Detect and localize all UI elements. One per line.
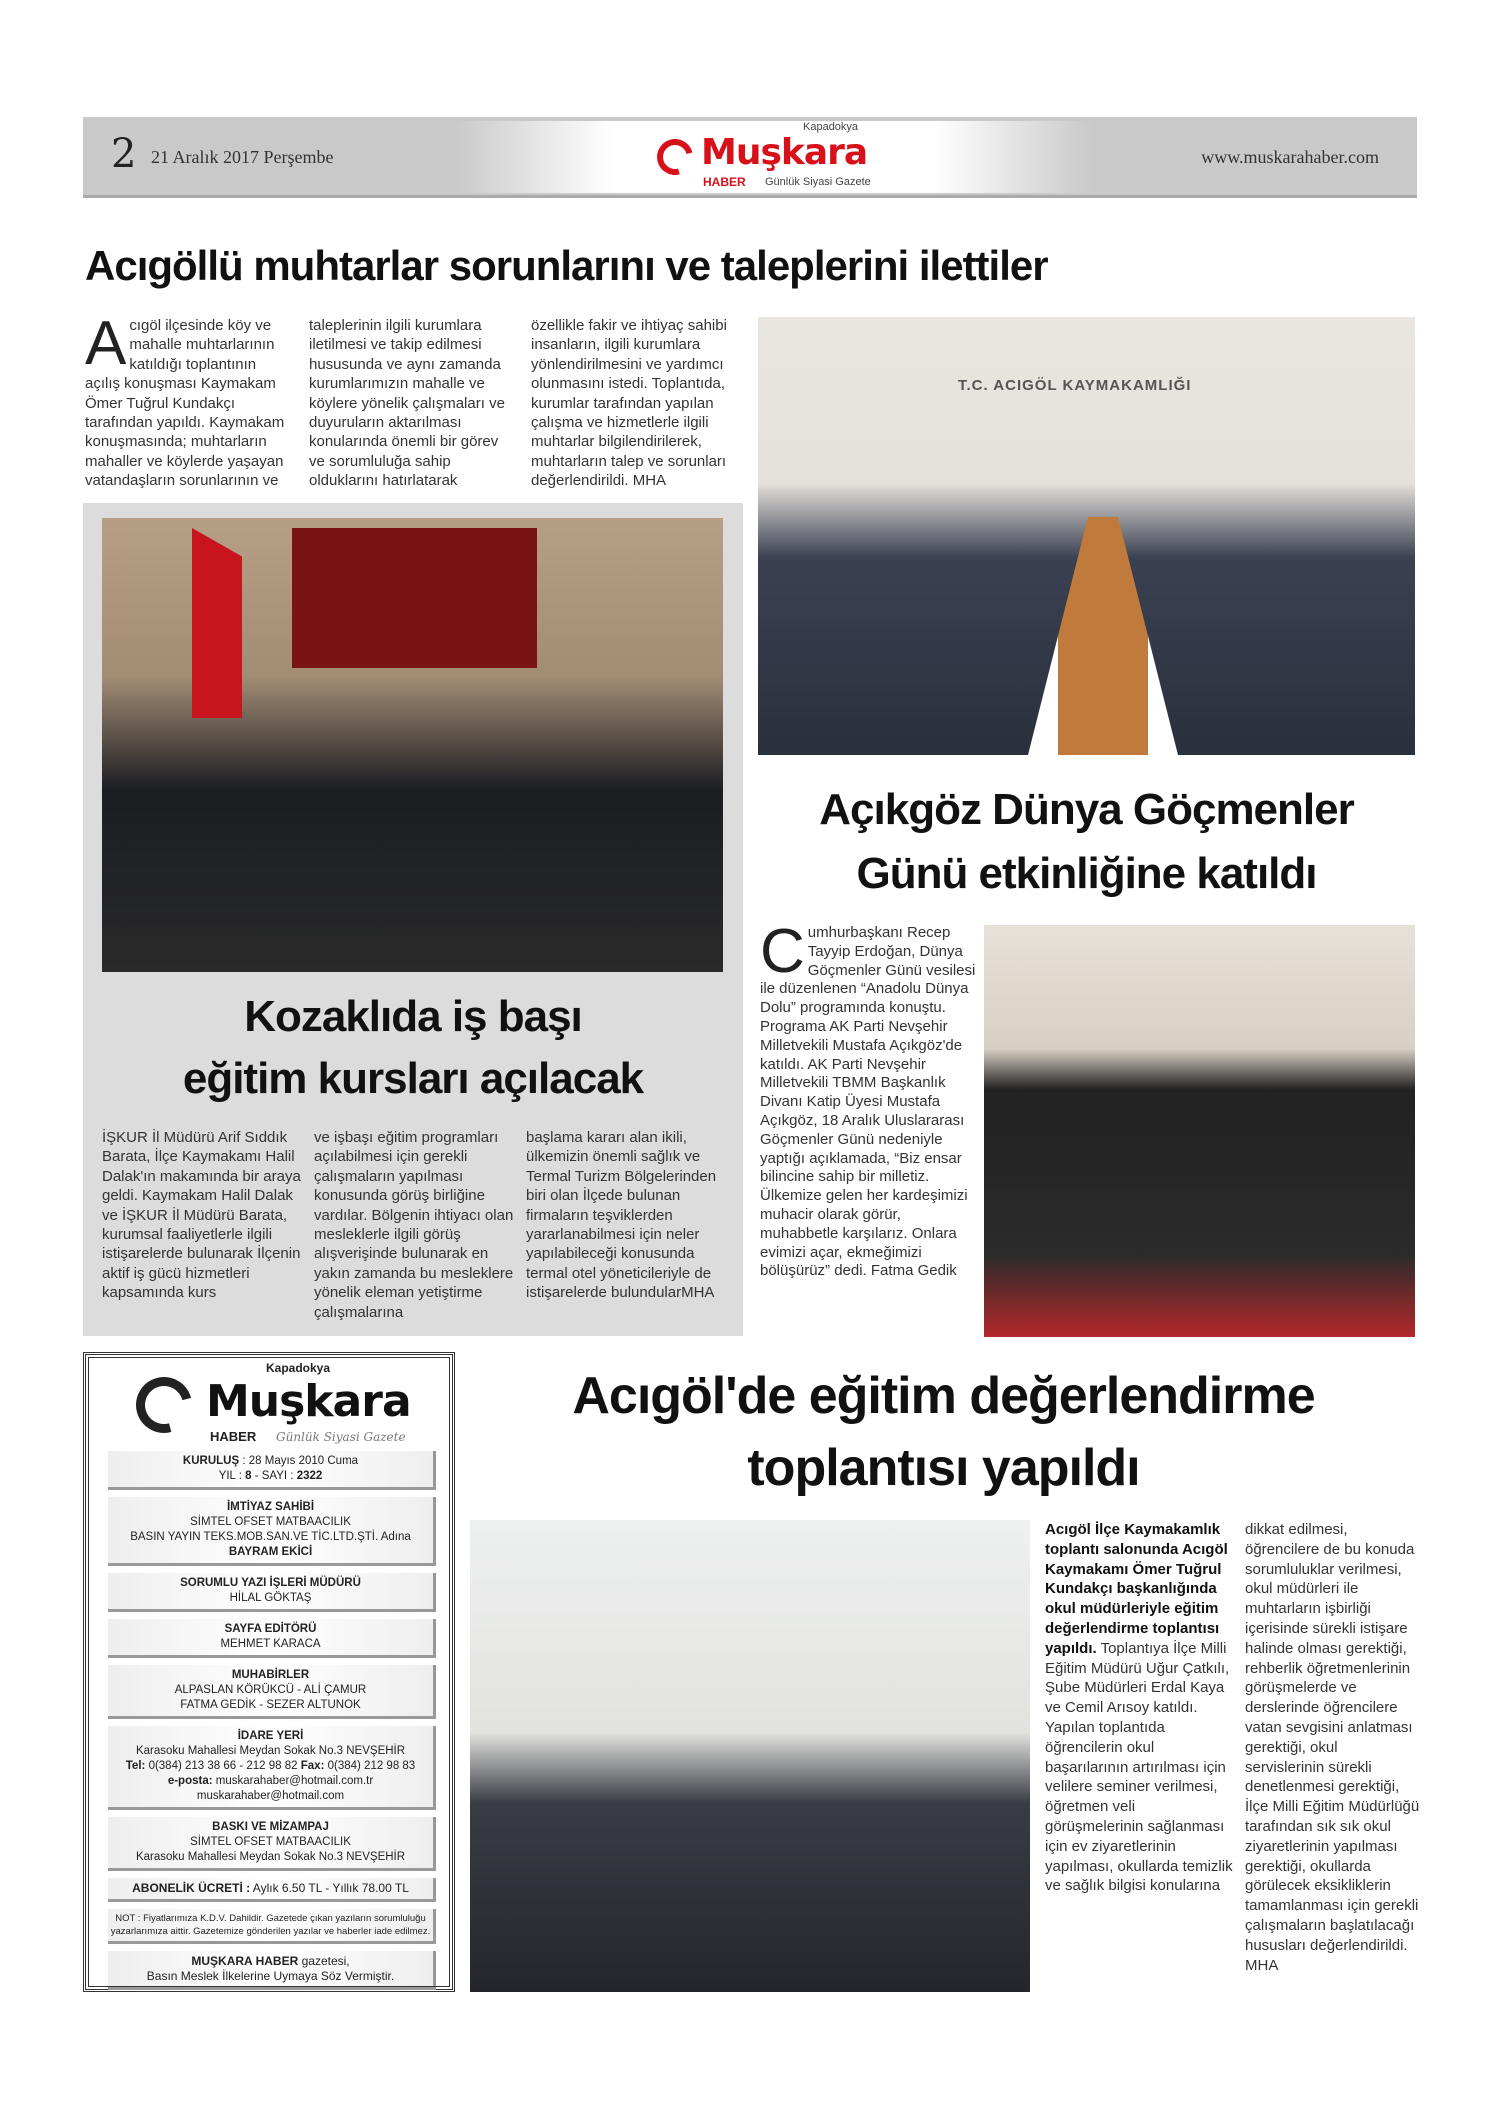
article3-headline: [758, 778, 1415, 906]
article2-headline: [83, 986, 743, 1110]
masthead-editor: SAYFA EDİTÖRÜ MEHMET KARACA: [108, 1619, 436, 1658]
masthead-idare: İDARE YERİ Karasoku Mahallesi Meydan Sokak No.3 NEVŞEHİR Tel: 0(384) 213 38 66 - 212 98 82 Fax: 0(384) 212 98 83 e-posta: muskarahaber@hotmail.com.tr muskarahaber@hotmail.com: [108, 1726, 436, 1810]
article4-col1: [1045, 1520, 1235, 1896]
article2-photo: [102, 518, 723, 972]
masthead-footer: MUŞKARA HABER gazetesi, Basın Meslek İlkelerine Uymaya Söz Vermiştir.: [108, 1951, 436, 1990]
muskara-logo: [653, 121, 893, 191]
article1-col1: [85, 309, 290, 491]
masthead-yazi-isleri: SORUMLU YAZI İŞLERİ MÜDÜRÜ HİLAL GÖKTAŞ: [108, 1573, 436, 1612]
article4-photo: [470, 1520, 1030, 1992]
ataturk-portrait: [292, 528, 537, 668]
crescent-icon: [126, 1367, 202, 1443]
masthead-box: [83, 1352, 455, 1992]
logo-kapadokya: Kapadokya: [803, 121, 859, 133]
article4-headline: [470, 1360, 1417, 1504]
logo-name: Muşkara: [206, 1376, 411, 1427]
masthead-abonelik: ABONELİK ÜCRETİ : Aylık 6.50 TL - Yıllık 78.00 TL: [108, 1878, 436, 1902]
masthead-kurulus: KURULUŞ : 28 Mayıs 2010 Cuma YIL : 8 - SAYI : 2322: [108, 1451, 436, 1490]
masthead-imtiyaz: İMTİYAZ SAHİBİ SİMTEL OFSET MATBAACILIK BASIN YAYIN TEKS.MOB.SAN.VE TİC.LTD.ŞTİ. Adına BAYRAM EKİCİ: [108, 1497, 436, 1566]
article1-col2: taleplerinin ilgili kurumlara iletilmesi ve takip edilmesi hususunda ve aynı zamanda kurumlarımızın mahalle ve köylere yönelik çalışmaları ve duyuruların aktarılması konularında önemli bir görev ve sorumluluğa sahip olduklarını hatırlatarak: [309, 317, 505, 490]
article2-headline-line: Kozaklıda iş başı: [244, 992, 582, 1041]
article1-col3: özellikle fakir ve ihtiyaç sahibi insanların, ilgili kurumlara yönlendirilmesini ve yardımcı olunmasını istedi. Toplantıda, kurumlar tarafından yapılan çalışma ve hizmetlerle ilgili muhtarlar bilgilendirilerek, muhtarların talep ve sorunları değerlendirildi. MHA: [531, 317, 727, 490]
article4-col2: dikkat edilmesi, öğrencilere de bu konuda sorumluluklar verilmesi, okul müdürleri ile muhtarların işbirliği içerisinde sürekli istişare halinde olması gerektiği, rehberlik öğretmenlerinin görüşmelerde ve derslerinde öğrencilere vatan sevgisini anlatması gerektiği, okul servislerinin sürekli denetlenmesi gerektiği, İlçe Milli Eğitim Müdürlüğü tarafından sık sık okul ziyaretlerinin yapılması gerektiği, okullarda görülecek eksikliklerin tamamlanması için gerekli çalışmaların başlatılacağı hususları değerlendirildi. MHA: [1245, 1521, 1420, 1974]
article3-headline-line: Açıkgöz Dünya Göçmenler: [819, 785, 1354, 834]
page-number: 2: [111, 131, 137, 177]
header-logo-band: [453, 121, 1093, 193]
article3-headline-line: Günü etkinliğine katıldı: [856, 849, 1317, 898]
page-header: [83, 117, 1417, 198]
drop-cap: A: [85, 309, 127, 378]
drop-cap: C: [760, 917, 805, 986]
article3-body: [760, 917, 982, 1281]
article4-lead: Acıgöl İlçe Kaymakamlık toplantı salonunda Acıgöl Kaymakamı Ömer Tuğrul Kundakçı başkanlığında okul müdürleriyle eğitim değerlendirme toplantısı yapıldı.: [1045, 1521, 1228, 1657]
crescent-icon: [650, 132, 699, 181]
article3-photo: [984, 925, 1415, 1337]
meeting-table: [1028, 517, 1178, 755]
turkish-flag: [192, 528, 242, 718]
article4-headline-line: toplantısı yapıldı: [747, 1439, 1140, 1497]
masthead-not: NOT : Fiyatlarımıza K.D.V. Dahildir. Gazetede çıkan yazıların sorumluluğu yazarlarımıza aittir. Gazetemize gönderilen yazılar ve haberler iade edilmez.: [108, 1909, 436, 1944]
logo-haber: HABER: [210, 1429, 257, 1444]
logo-tagline: Günlük Siyasi Gazete: [765, 176, 871, 188]
masthead-muhabirler: MUHABİRLER ALPASLAN KÖRÜKCÜ - ALİ ÇAMUR FATMA GEDİK - SEZER ALTUNOK: [108, 1665, 436, 1719]
masthead-baski: BASKI VE MİZAMPAJ SİMTEL OFSET MATBAACILIK Karasoku Mahallesi Meydan Sokak No.3 NEVŞEHİR: [108, 1817, 436, 1871]
article1-headline: Acıgöllü muhtarlar sorunlarını ve taleplerini ilettiler: [85, 242, 1048, 289]
article2-col1: İŞKUR İl Müdürü Arif Sıddık Barata, İlçe Kaymakamı Halil Dalak'ın makamında bir araya geldi. Kaymakam Halil Dalak ve İŞKUR İl Müdürü Barata, kurumsal faaliyetlerle ilgili istişarelerde bulunarak İlçenin aktif iş gücü hizmetleri kapsamında kurs: [102, 1129, 301, 1302]
issue-date: 21 Aralık 2017 Perşembe: [151, 147, 334, 167]
article2-col3: başlama kararı alan ikili, ülkemizin önemli sağlık ve Termal Turizm Bölgelerinden biri olan İlçede bulunan firmaların teşviklerden yararlanabilmesi için neler yapılabileceği konusunda termal otel yöneticileriyle de istişarelerde bulundularMHA: [526, 1129, 717, 1302]
website-link[interactable]: www.muskarahaber.com: [1201, 147, 1379, 167]
logo-haber: HABER: [703, 175, 746, 189]
masthead-logo: [106, 1361, 432, 1447]
article3-text: umhurbaşkanı Recep Tayyip Erdoğan, Dünya Göçmenler Günü vesilesi ile düzenlenen “Anadolu Dünya Dolu” programında konuştu. Programa AK Parti Nevşehir Milletvekili Mustafa Açıkgöz'de katıldı. AK Parti Nevşehir Milletvekili TBMM Başkanlık Divanı Katip Üyesi Mustafa Açıkgöz, 18 Aralık Uluslararası Göçmenler Günü nedeniyle yaptığı açıklamada, “Biz ensar bilincine sahip bir milletiz. Ülkemize gelen her kardeşimizi muhacir olarak görür, muhabbetle karşılarız. Onlara evimizi açar, ekmeğimizi bölüşürüz” dedi. Fatma Gedik: [760, 924, 976, 1280]
article2-headline-line: eğitim kursları açılacak: [182, 1054, 644, 1103]
article4-headline-line: Acıgöl'de eğitim değerlendirme: [572, 1367, 1315, 1425]
article1-text: cıgöl ilçesinde köy ve mahalle muhtarlarının katıldığı toplantının açılış konuşması Kaymakam Ömer Tuğrul Kundakçı tarafından yapıldı. Kaymakam konuşmasında; muhtarların mahaller ve köylerde yaşayan vatandaşların sorunlarının ve: [85, 317, 285, 490]
photo-sign: T.C. ACIGÖL KAYMAKAMLIĞI: [958, 377, 1192, 394]
article4-text: Toplantıya İlçe Milli Eğitim Müdürü Uğur Çatkılı, Şube Müdürleri Erdal Kaya ve Cemil Arısoy katıldı. Yapılan toplantıda öğrencilerin okul başarılarının artırılması için velilere seminer verilmesi, öğretmen veli görüşmelerinin sağlanması için ev ziyaretlerinin yapılması, okullarda temizlik ve sağlık bilgisi konularına: [1045, 1639, 1233, 1895]
article2-col2: ve işbaşı eğitim programları açılabilmesi için gerekli çalışmaların yapılması konusunda görüş birliğine vardılar. Bölgenin ihtiyacı olan mesleklerle ilgili görüş alışverişinde bulunarak en yakın zamanda bu mesleklere yönelik eleman yetiştirme çalışmalarına: [314, 1129, 514, 1321]
logo-name: Muşkara: [701, 132, 868, 173]
logo-kapadokya: Kapadokya: [266, 1361, 331, 1375]
article1-photo: [758, 317, 1415, 755]
logo-tagline: Günlük Siyasi Gazete: [276, 1430, 406, 1444]
